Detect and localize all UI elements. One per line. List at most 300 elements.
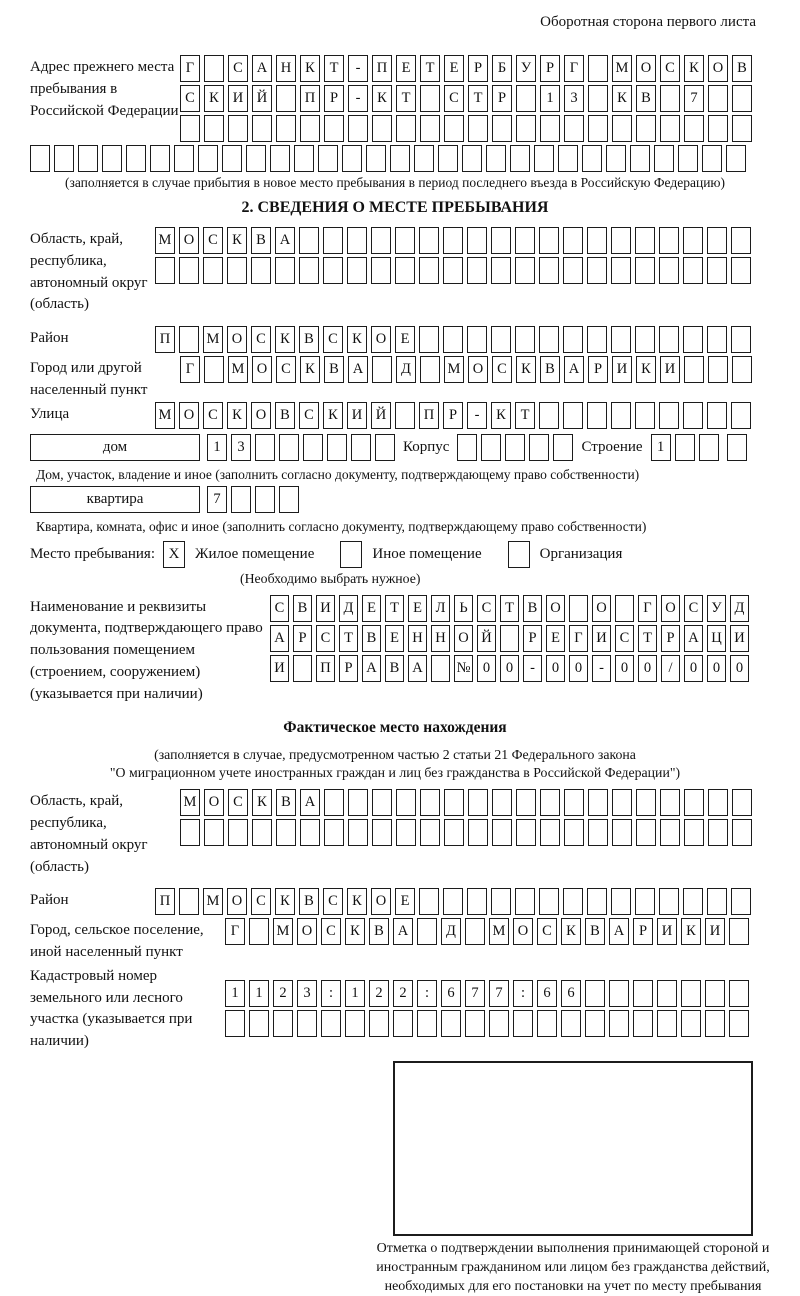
char-cell[interactable] xyxy=(683,402,703,429)
char-cell[interactable] xyxy=(279,486,299,513)
char-cell[interactable] xyxy=(553,434,573,461)
char-cell[interactable] xyxy=(321,1010,341,1037)
char-cell[interactable] xyxy=(489,1010,509,1037)
char-cell[interactable] xyxy=(255,486,275,513)
char-cell[interactable]: 2 xyxy=(393,980,413,1007)
char-cell[interactable] xyxy=(276,115,296,142)
char-cell[interactable]: 1 xyxy=(207,434,227,461)
char-cell[interactable] xyxy=(297,1010,317,1037)
char-cell[interactable] xyxy=(510,145,530,172)
char-cell[interactable] xyxy=(102,145,122,172)
char-cell[interactable] xyxy=(444,819,464,846)
char-cell[interactable] xyxy=(371,227,391,254)
char-cell[interactable]: И xyxy=(612,356,632,383)
char-cell[interactable]: М xyxy=(228,356,248,383)
char-cell[interactable] xyxy=(515,888,535,915)
char-cell[interactable] xyxy=(708,789,728,816)
char-cell[interactable]: 0 xyxy=(638,655,657,682)
char-cell[interactable] xyxy=(419,257,439,284)
char-cell[interactable]: О xyxy=(371,326,391,353)
char-cell[interactable] xyxy=(564,115,584,142)
char-cell[interactable] xyxy=(731,227,751,254)
char-cell[interactable] xyxy=(588,819,608,846)
char-cell[interactable] xyxy=(529,434,549,461)
char-cell[interactable] xyxy=(372,789,392,816)
char-cell[interactable] xyxy=(731,888,751,915)
char-cell[interactable]: О xyxy=(592,595,611,622)
char-cell[interactable] xyxy=(660,819,680,846)
char-cell[interactable] xyxy=(180,819,200,846)
char-cell[interactable]: С xyxy=(228,789,248,816)
char-cell[interactable] xyxy=(515,227,535,254)
char-cell[interactable] xyxy=(246,145,266,172)
char-cell[interactable] xyxy=(443,227,463,254)
char-cell[interactable] xyxy=(705,980,725,1007)
char-cell[interactable]: 1 xyxy=(225,980,245,1007)
char-cell[interactable]: П xyxy=(372,55,392,82)
char-cell[interactable]: 1 xyxy=(651,434,671,461)
char-cell[interactable] xyxy=(540,115,560,142)
char-cell[interactable] xyxy=(660,85,680,112)
char-cell[interactable] xyxy=(465,1010,485,1037)
char-cell[interactable]: Т xyxy=(468,85,488,112)
char-cell[interactable]: Й xyxy=(371,402,391,429)
char-cell[interactable]: К xyxy=(491,402,511,429)
char-cell[interactable]: В xyxy=(275,402,295,429)
char-cell[interactable] xyxy=(635,257,655,284)
char-cell[interactable] xyxy=(347,257,367,284)
char-cell[interactable] xyxy=(537,1010,557,1037)
char-cell[interactable] xyxy=(419,888,439,915)
char-cell[interactable]: 0 xyxy=(684,655,703,682)
document-row-1[interactable] xyxy=(270,595,749,622)
char-cell[interactable]: Е xyxy=(396,55,416,82)
char-cell[interactable] xyxy=(155,257,175,284)
char-cell[interactable] xyxy=(684,115,704,142)
char-cell[interactable]: / xyxy=(661,655,680,682)
char-cell[interactable] xyxy=(231,486,251,513)
char-cell[interactable] xyxy=(276,819,296,846)
char-cell[interactable]: 0 xyxy=(546,655,565,682)
char-cell[interactable] xyxy=(318,145,338,172)
char-cell[interactable]: С xyxy=(276,356,296,383)
char-cell[interactable]: Е xyxy=(385,625,404,652)
char-cell[interactable]: С xyxy=(321,918,341,945)
char-cell[interactable] xyxy=(633,980,653,1007)
char-cell[interactable] xyxy=(515,326,535,353)
char-cell[interactable] xyxy=(467,227,487,254)
char-cell[interactable]: А xyxy=(564,356,584,383)
char-cell[interactable] xyxy=(611,326,631,353)
char-cell[interactable]: К xyxy=(347,326,367,353)
char-cell[interactable]: М xyxy=(203,888,223,915)
char-cell[interactable]: - xyxy=(523,655,542,682)
char-cell[interactable]: И xyxy=(347,402,367,429)
char-cell[interactable]: Р xyxy=(633,918,653,945)
char-cell[interactable] xyxy=(468,819,488,846)
region-row-1[interactable] xyxy=(155,227,751,254)
char-cell[interactable] xyxy=(180,115,200,142)
char-cell[interactable] xyxy=(420,85,440,112)
document-row-3[interactable] xyxy=(270,655,749,682)
char-cell[interactable] xyxy=(54,145,74,172)
char-cell[interactable]: К xyxy=(684,55,704,82)
char-cell[interactable] xyxy=(731,402,751,429)
char-cell[interactable] xyxy=(444,789,464,816)
char-cell[interactable] xyxy=(731,326,751,353)
char-cell[interactable]: К xyxy=(612,85,632,112)
char-cell[interactable] xyxy=(516,819,536,846)
char-cell[interactable] xyxy=(563,326,583,353)
char-cell[interactable] xyxy=(635,402,655,429)
char-cell[interactable]: Т xyxy=(500,595,519,622)
char-cell[interactable] xyxy=(539,227,559,254)
char-cell[interactable]: Г xyxy=(180,55,200,82)
char-cell[interactable] xyxy=(419,227,439,254)
char-cell[interactable] xyxy=(707,888,727,915)
char-cell[interactable] xyxy=(431,655,450,682)
char-cell[interactable] xyxy=(457,434,477,461)
char-cell[interactable] xyxy=(563,227,583,254)
char-cell[interactable] xyxy=(564,819,584,846)
char-cell[interactable]: Е xyxy=(546,625,565,652)
char-cell[interactable]: С xyxy=(477,595,496,622)
char-cell[interactable]: С xyxy=(684,595,703,622)
char-cell[interactable]: 2 xyxy=(369,980,389,1007)
char-cell[interactable]: О xyxy=(252,356,272,383)
char-cell[interactable] xyxy=(681,980,701,1007)
char-cell[interactable]: П xyxy=(316,655,335,682)
char-cell[interactable] xyxy=(683,227,703,254)
char-cell[interactable] xyxy=(255,434,275,461)
char-cell[interactable] xyxy=(588,55,608,82)
char-cell[interactable] xyxy=(659,257,679,284)
char-cell[interactable] xyxy=(366,145,386,172)
char-cell[interactable]: Е xyxy=(444,55,464,82)
char-cell[interactable]: Д xyxy=(396,356,416,383)
char-cell[interactable]: И xyxy=(270,655,289,682)
char-cell[interactable]: У xyxy=(516,55,536,82)
char-cell[interactable] xyxy=(348,115,368,142)
char-cell[interactable] xyxy=(351,434,371,461)
char-cell[interactable] xyxy=(707,402,727,429)
char-cell[interactable] xyxy=(702,145,722,172)
char-cell[interactable] xyxy=(468,789,488,816)
char-cell[interactable] xyxy=(396,819,416,846)
char-cell[interactable]: 0 xyxy=(730,655,749,682)
char-cell[interactable] xyxy=(323,227,343,254)
char-cell[interactable] xyxy=(636,789,656,816)
char-cell[interactable]: Г xyxy=(225,918,245,945)
char-cell[interactable]: К xyxy=(227,402,247,429)
char-cell[interactable]: Д xyxy=(441,918,461,945)
char-cell[interactable]: В xyxy=(293,595,312,622)
char-cell[interactable] xyxy=(126,145,146,172)
char-cell[interactable] xyxy=(587,227,607,254)
char-cell[interactable] xyxy=(612,115,632,142)
char-cell[interactable] xyxy=(588,115,608,142)
char-cell[interactable]: 3 xyxy=(231,434,251,461)
char-cell[interactable]: С xyxy=(180,85,200,112)
char-cell[interactable] xyxy=(481,434,501,461)
char-cell[interactable] xyxy=(396,789,416,816)
char-cell[interactable]: А xyxy=(300,789,320,816)
char-cell[interactable] xyxy=(420,356,440,383)
char-cell[interactable] xyxy=(660,115,680,142)
char-cell[interactable] xyxy=(588,789,608,816)
char-cell[interactable]: М xyxy=(612,55,632,82)
char-cell[interactable] xyxy=(486,145,506,172)
char-cell[interactable] xyxy=(395,227,415,254)
char-cell[interactable] xyxy=(228,115,248,142)
char-cell[interactable] xyxy=(324,819,344,846)
char-cell[interactable] xyxy=(492,115,512,142)
char-cell[interactable] xyxy=(539,888,559,915)
char-cell[interactable] xyxy=(587,257,607,284)
char-cell[interactable]: М xyxy=(155,227,175,254)
actual-city-row[interactable] xyxy=(225,918,749,945)
char-cell[interactable]: У xyxy=(707,595,726,622)
char-cell[interactable] xyxy=(563,402,583,429)
char-cell[interactable]: В xyxy=(585,918,605,945)
char-cell[interactable] xyxy=(228,819,248,846)
char-cell[interactable] xyxy=(708,115,728,142)
char-cell[interactable] xyxy=(324,789,344,816)
char-cell[interactable]: С xyxy=(203,227,223,254)
char-cell[interactable]: Р xyxy=(468,55,488,82)
char-cell[interactable]: В xyxy=(732,55,752,82)
char-cell[interactable]: 2 xyxy=(273,980,293,1007)
char-cell[interactable] xyxy=(375,434,395,461)
char-cell[interactable]: В xyxy=(636,85,656,112)
char-cell[interactable]: Б xyxy=(492,55,512,82)
char-cell[interactable]: В xyxy=(523,595,542,622)
char-cell[interactable] xyxy=(585,980,605,1007)
char-cell[interactable] xyxy=(323,257,343,284)
char-cell[interactable] xyxy=(371,257,391,284)
char-cell[interactable]: Т xyxy=(420,55,440,82)
char-cell[interactable]: Т xyxy=(385,595,404,622)
char-cell[interactable] xyxy=(273,1010,293,1037)
char-cell[interactable] xyxy=(582,145,602,172)
char-cell[interactable]: И xyxy=(657,918,677,945)
char-cell[interactable] xyxy=(420,819,440,846)
apartment-cells[interactable] xyxy=(207,486,299,513)
char-cell[interactable] xyxy=(500,625,519,652)
char-cell[interactable] xyxy=(204,115,224,142)
char-cell[interactable]: К xyxy=(345,918,365,945)
char-cell[interactable]: А xyxy=(408,655,427,682)
char-cell[interactable]: А xyxy=(684,625,703,652)
char-cell[interactable] xyxy=(659,227,679,254)
char-cell[interactable]: 3 xyxy=(564,85,584,112)
char-cell[interactable]: М xyxy=(180,789,200,816)
char-cell[interactable] xyxy=(276,85,296,112)
char-cell[interactable] xyxy=(342,145,362,172)
char-cell[interactable] xyxy=(204,55,224,82)
char-cell[interactable]: С xyxy=(228,55,248,82)
char-cell[interactable]: В xyxy=(324,356,344,383)
char-cell[interactable] xyxy=(270,145,290,172)
char-cell[interactable] xyxy=(588,85,608,112)
char-cell[interactable] xyxy=(675,434,695,461)
char-cell[interactable]: И xyxy=(316,595,335,622)
char-cell[interactable] xyxy=(539,257,559,284)
stroenie-cells[interactable] xyxy=(651,434,719,461)
char-cell[interactable] xyxy=(678,145,698,172)
char-cell[interactable] xyxy=(563,257,583,284)
char-cell[interactable] xyxy=(249,918,269,945)
checkbox-other-premises[interactable] xyxy=(340,541,362,568)
char-cell[interactable]: Н xyxy=(408,625,427,652)
char-cell[interactable] xyxy=(660,789,680,816)
char-cell[interactable]: М xyxy=(203,326,223,353)
char-cell[interactable] xyxy=(732,115,752,142)
char-cell[interactable] xyxy=(491,888,511,915)
char-cell[interactable]: Р xyxy=(523,625,542,652)
char-cell[interactable]: В xyxy=(385,655,404,682)
city-row[interactable] xyxy=(180,356,752,383)
char-cell[interactable]: 0 xyxy=(707,655,726,682)
actual-district-row[interactable] xyxy=(155,888,751,915)
char-cell[interactable]: К xyxy=(323,402,343,429)
char-cell[interactable]: Й xyxy=(477,625,496,652)
char-cell[interactable]: К xyxy=(300,356,320,383)
char-cell[interactable] xyxy=(635,326,655,353)
char-cell[interactable]: Е xyxy=(408,595,427,622)
char-cell[interactable] xyxy=(513,1010,533,1037)
char-cell[interactable] xyxy=(492,819,512,846)
char-cell[interactable]: В xyxy=(251,227,271,254)
char-cell[interactable] xyxy=(492,789,512,816)
char-cell[interactable]: С xyxy=(323,326,343,353)
char-cell[interactable]: С xyxy=(203,402,223,429)
char-cell[interactable]: О xyxy=(661,595,680,622)
char-cell[interactable] xyxy=(300,115,320,142)
char-cell[interactable]: А xyxy=(275,227,295,254)
char-cell[interactable] xyxy=(727,434,747,461)
char-cell[interactable] xyxy=(293,655,312,682)
char-cell[interactable] xyxy=(699,434,719,461)
char-cell[interactable] xyxy=(683,888,703,915)
char-cell[interactable] xyxy=(420,115,440,142)
char-cell[interactable] xyxy=(465,918,485,945)
char-cell[interactable]: - xyxy=(592,655,611,682)
house-number-cells[interactable] xyxy=(207,434,395,461)
char-cell[interactable] xyxy=(561,1010,581,1037)
char-cell[interactable] xyxy=(707,227,727,254)
char-cell[interactable] xyxy=(372,356,392,383)
char-cell[interactable] xyxy=(369,1010,389,1037)
char-cell[interactable]: А xyxy=(609,918,629,945)
char-cell[interactable] xyxy=(684,789,704,816)
street-row[interactable] xyxy=(155,402,751,429)
char-cell[interactable] xyxy=(705,1010,725,1037)
actual-region-row-1[interactable] xyxy=(180,789,752,816)
char-cell[interactable] xyxy=(303,434,323,461)
char-cell[interactable]: О xyxy=(468,356,488,383)
char-cell[interactable] xyxy=(252,819,272,846)
korpus-cells[interactable] xyxy=(457,434,573,461)
char-cell[interactable] xyxy=(491,257,511,284)
char-cell[interactable]: О xyxy=(636,55,656,82)
char-cell[interactable] xyxy=(540,819,560,846)
char-cell[interactable] xyxy=(609,980,629,1007)
char-cell[interactable]: О xyxy=(204,789,224,816)
char-cell[interactable]: Т xyxy=(339,625,358,652)
char-cell[interactable]: 1 xyxy=(249,980,269,1007)
char-cell[interactable] xyxy=(203,257,223,284)
char-cell[interactable]: А xyxy=(393,918,413,945)
char-cell[interactable]: 7 xyxy=(684,85,704,112)
char-cell[interactable] xyxy=(636,115,656,142)
prev-address-row-1[interactable] xyxy=(180,55,752,82)
char-cell[interactable] xyxy=(300,819,320,846)
char-cell[interactable]: 3 xyxy=(297,980,317,1007)
char-cell[interactable] xyxy=(564,789,584,816)
char-cell[interactable]: Т xyxy=(324,55,344,82)
char-cell[interactable] xyxy=(732,85,752,112)
char-cell[interactable]: Н xyxy=(276,55,296,82)
char-cell[interactable]: Т xyxy=(396,85,416,112)
char-cell[interactable]: А xyxy=(348,356,368,383)
char-cell[interactable] xyxy=(611,402,631,429)
char-cell[interactable]: 1 xyxy=(345,980,365,1007)
char-cell[interactable] xyxy=(611,227,631,254)
char-cell[interactable] xyxy=(707,326,727,353)
char-cell[interactable]: Р xyxy=(443,402,463,429)
char-cell[interactable] xyxy=(516,789,536,816)
char-cell[interactable] xyxy=(563,888,583,915)
char-cell[interactable] xyxy=(491,227,511,254)
char-cell[interactable] xyxy=(30,145,50,172)
char-cell[interactable] xyxy=(611,257,631,284)
char-cell[interactable]: А xyxy=(270,625,289,652)
char-cell[interactable] xyxy=(726,145,746,172)
char-cell[interactable] xyxy=(707,257,727,284)
checkbox-residential[interactable]: X xyxy=(163,541,185,568)
char-cell[interactable] xyxy=(708,819,728,846)
char-cell[interactable] xyxy=(659,402,679,429)
char-cell[interactable]: 1 xyxy=(540,85,560,112)
char-cell[interactable] xyxy=(534,145,554,172)
char-cell[interactable] xyxy=(348,789,368,816)
char-cell[interactable]: С xyxy=(444,85,464,112)
char-cell[interactable] xyxy=(630,145,650,172)
char-cell[interactable] xyxy=(345,1010,365,1037)
char-cell[interactable]: К xyxy=(227,227,247,254)
char-cell[interactable]: К xyxy=(372,85,392,112)
char-cell[interactable]: Р xyxy=(492,85,512,112)
char-cell[interactable]: Г xyxy=(564,55,584,82)
cadastral-row-2[interactable] xyxy=(225,1010,749,1037)
char-cell[interactable]: Е xyxy=(362,595,381,622)
char-cell[interactable]: Р xyxy=(540,55,560,82)
char-cell[interactable] xyxy=(657,980,677,1007)
char-cell[interactable] xyxy=(684,356,704,383)
char-cell[interactable]: : xyxy=(417,980,437,1007)
char-cell[interactable] xyxy=(198,145,218,172)
checkbox-organization[interactable] xyxy=(508,541,530,568)
cadastral-row-1[interactable] xyxy=(225,980,749,1007)
char-cell[interactable]: С xyxy=(270,595,289,622)
char-cell[interactable] xyxy=(348,819,368,846)
char-cell[interactable] xyxy=(395,402,415,429)
char-cell[interactable]: - xyxy=(348,85,368,112)
char-cell[interactable] xyxy=(558,145,578,172)
char-cell[interactable]: № xyxy=(454,655,473,682)
char-cell[interactable]: П xyxy=(155,326,175,353)
